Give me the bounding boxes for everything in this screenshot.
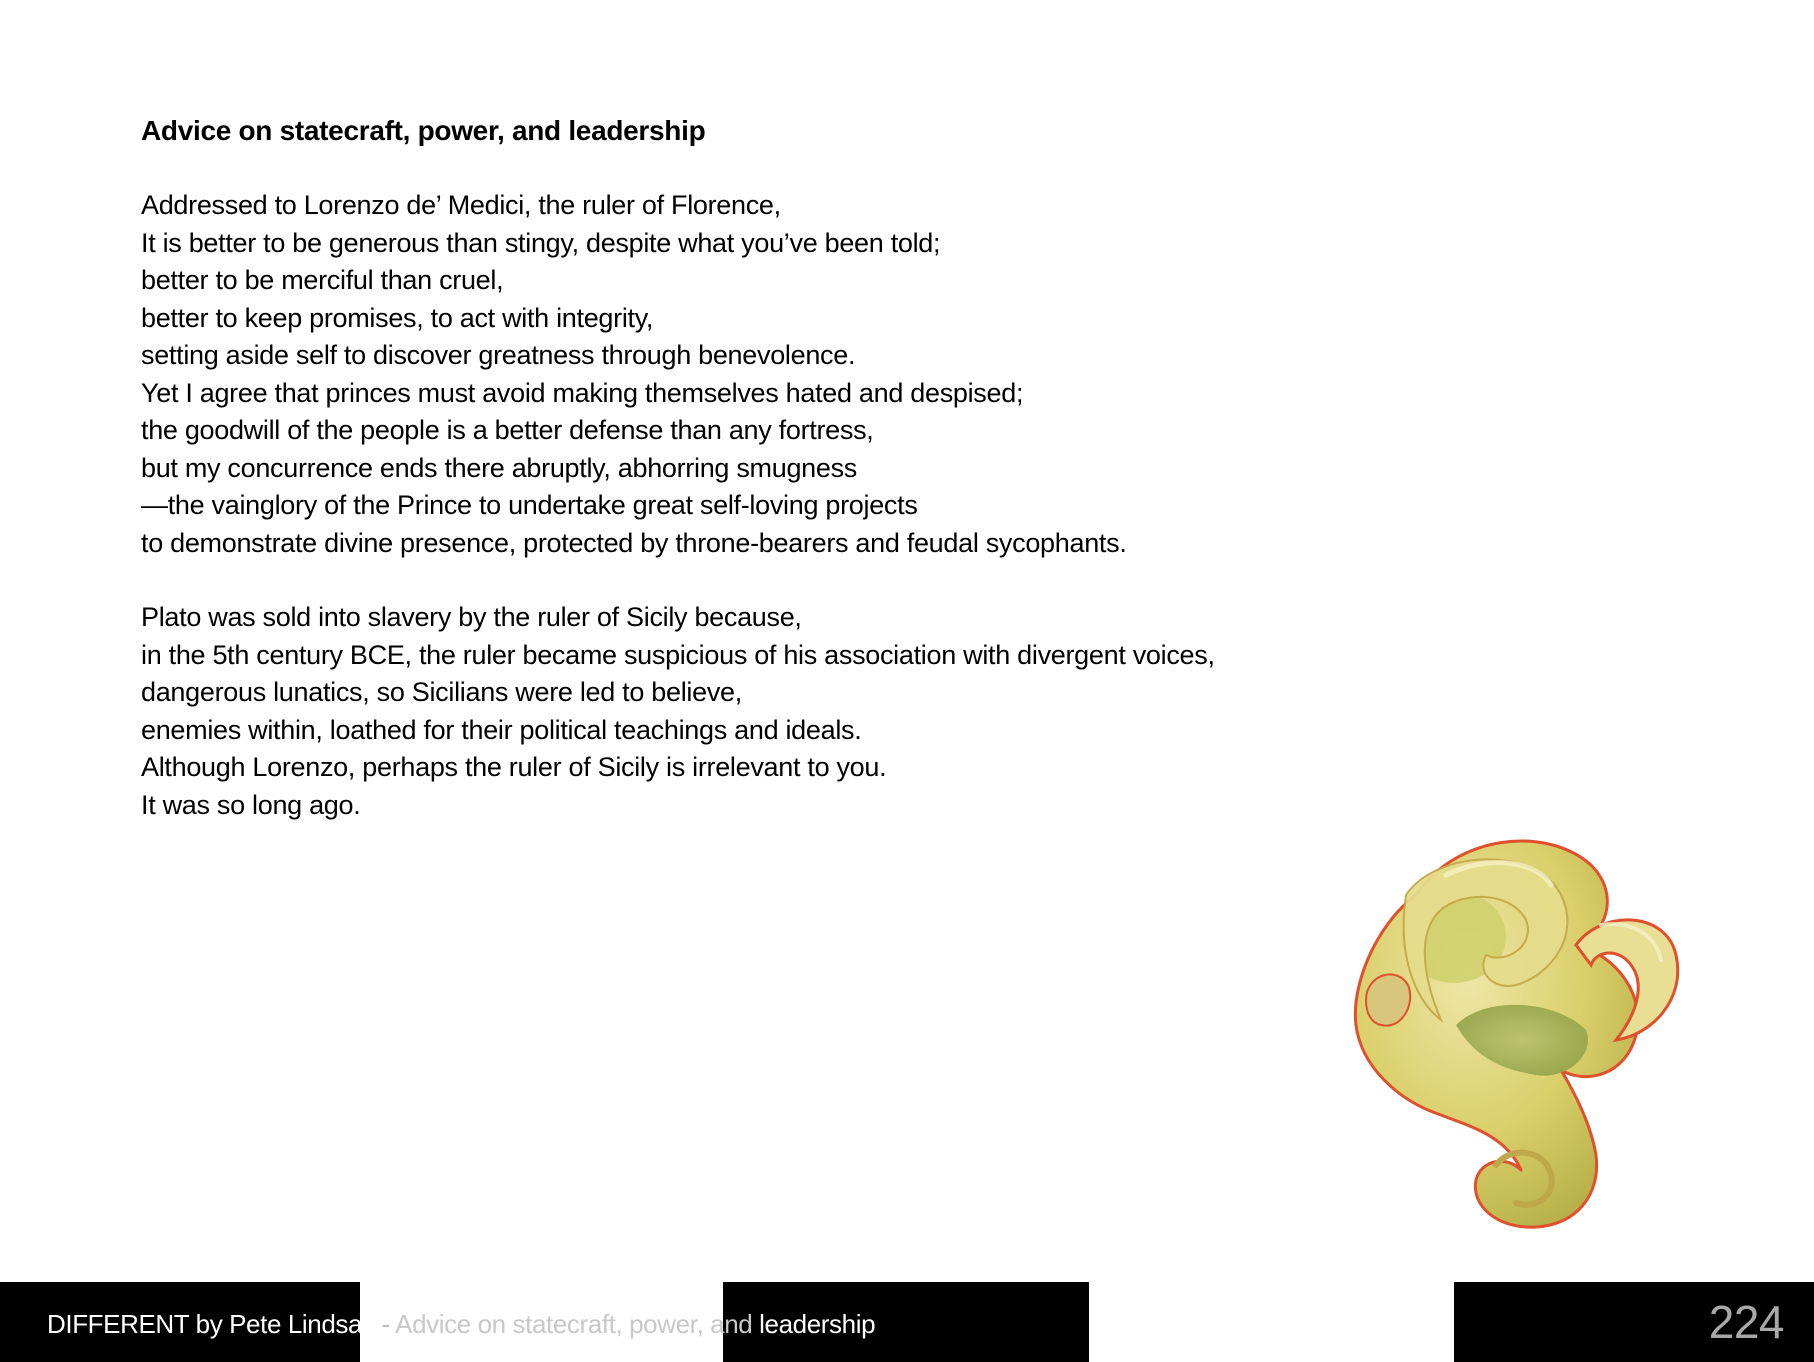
poem-line: Although Lorenzo, perhaps the ruler of Sicily is irrelevant to you. <box>141 752 887 782</box>
poem-line: enemies within, loathed for their political teachings and ideals. <box>141 714 862 745</box>
poem-line: —the vainglory of the Prince to undertake great self-loving projects <box>141 490 918 520</box>
page-number: 224 <box>1708 1296 1784 1348</box>
footer-book-title: DIFFERENT by Pete Lindsay <box>47 1309 375 1339</box>
footer-chapter-title-end: leadership <box>759 1309 876 1339</box>
page-title: Advice on statecraft, power, and leadership <box>141 115 706 146</box>
stanza-2 <box>141 599 1441 824</box>
poem-content <box>141 112 1441 824</box>
stanza-1 <box>141 187 1441 562</box>
poem-line: better to keep promises, to act with integrity, <box>141 302 654 333</box>
poem-line: Yet I agree that princes must avoid making themselves hated and despised; <box>141 377 1024 408</box>
poem-line: the goodwill of the people is a better defense than any fortress, <box>141 415 874 445</box>
footer-chapter-title: Advice on statecraft, power, and <box>395 1309 760 1339</box>
poem-line: Plato was sold into slavery by the ruler of Sicily because, <box>141 602 802 632</box>
poem-line: to demonstrate divine presence, protected by throne-bearers and feudal sycophants. <box>141 527 1127 558</box>
footer-separator: - <box>374 1309 396 1339</box>
poem-line: but my concurrence ends there abruptly, abhorring smugness <box>141 452 857 483</box>
footer-caption <box>47 1307 875 1341</box>
poem-line: setting aside self to discover greatness through benevolence. <box>141 340 856 370</box>
poem-line: Addressed to Lorenzo de’ Medici, the ruler of Florence, <box>141 190 781 220</box>
curled-figure-painting-icon <box>1346 825 1716 1235</box>
poem-line: It is better to be generous than stingy, despite what you’ve been told; <box>141 227 941 258</box>
poem-line: dangerous lunatics, so Sicilians were led to believe, <box>141 677 742 707</box>
poem-line: in the 5th century BCE, the ruler became suspicious of his association with divergent voices, <box>141 639 1215 670</box>
poem-line: better to be merciful than cruel, <box>141 265 504 295</box>
poem-line: It was so long ago. <box>141 789 361 820</box>
